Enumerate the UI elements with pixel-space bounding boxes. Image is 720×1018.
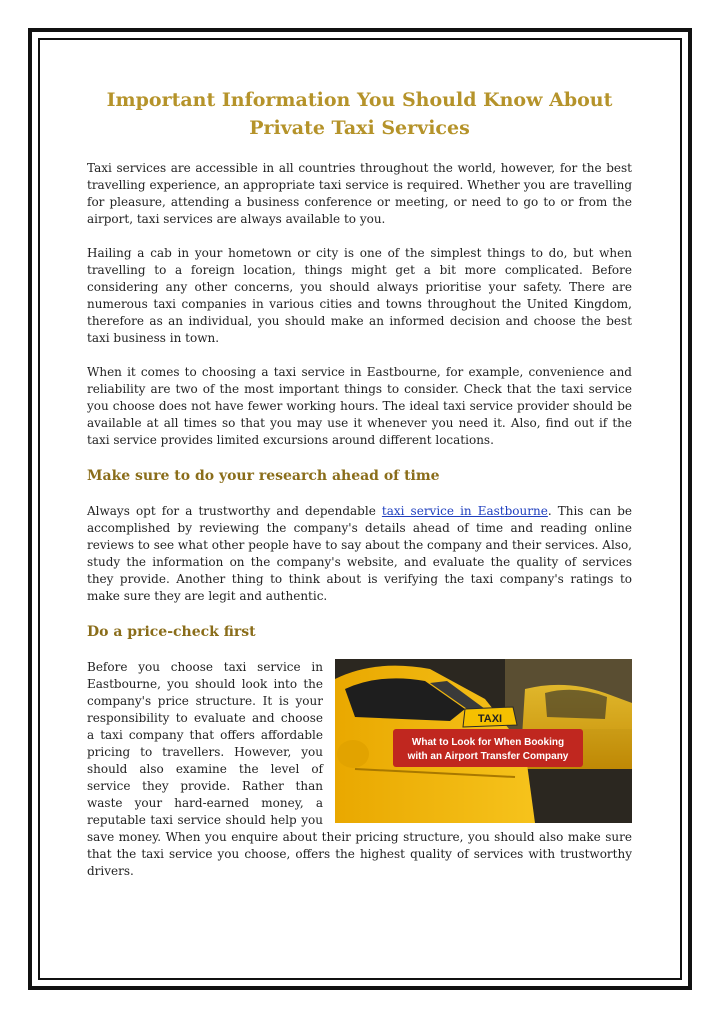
image-banner <box>393 729 583 767</box>
intro-paragraph-1: Taxi services are accessible in all countries throughout the world, however, for the best travelling experience, an appropriate taxi service is required. Whether you are travelling for pleasure, attending a business conference or meeting, or need to go to or from the airport, taxi services are always available to you. <box>87 161 632 226</box>
roof-sign-text: TAXI <box>477 713 503 725</box>
taxi-image <box>335 659 632 823</box>
banner-line-1: What to Look for When Booking <box>411 737 565 748</box>
banner-line-2: with an Airport Transfer Company <box>407 751 569 762</box>
section-heading-research: Make sure to do your research ahead of time <box>87 468 440 484</box>
research-text-start: Always opt for a trustworthy and dependable <box>87 504 382 518</box>
taxi-service-link[interactable]: taxi service in Eastbourne <box>381 504 548 518</box>
research-text-end: . This can be accomplished by reviewing the company's details ahead of time and reading online reviews to see what other people have to say about the company and their services. Also, study the information on the company's website, and evaluate the quality of services they provide. Another thing to think about is verifying the taxi company's ratings to make sure they are legit and authentic. <box>87 504 633 603</box>
taxi-roof-sign <box>463 707 517 727</box>
price-check-paragraph: Before you choose taxi service in Eastbourne, you should look into the company's price structure. It is your responsibility to evaluate and choose a taxi company that offers affordable pricing to travellers. However, you should also examine the level of service they provide. Rather than waste your hard-earned money, a reputable taxi service should help you save money. When you enquire about their pricing structure, you should also make sure that the taxi service you choose, offers the highest quality of services with trustworthy drivers. <box>87 660 632 878</box>
intro-paragraph-3: When it comes to choosing a taxi service in Eastbourne, for example, convenience and reliability are two of the most important things to consider. Check that the taxi service you choose does not have fewer working hours. The ideal taxi service provider should be available at all times so that you may use it whenever you need it. Also, find out if the taxi service provides limited excursions around different locations. <box>87 365 632 447</box>
research-paragraph <box>87 503 632 605</box>
intro-paragraph-2: Hailing a cab in your hometown or city is one of the simplest things to do, but when travelling to a foreign location, things might get a bit more complicated. Before considering any other concerns, you should always prioritise your safety. There are numerous taxi companies in various cities and towns throughout the United Kingdom, therefore as an individual, you should make an informed decision and choose the best taxi business in town. <box>87 246 632 345</box>
section-heading-price-check: Do a price-check first <box>87 624 256 640</box>
document-body <box>87 86 632 880</box>
page-title: Important Information You Should Know About Private Taxi Services <box>106 89 613 139</box>
taxi-illustration <box>335 659 632 823</box>
